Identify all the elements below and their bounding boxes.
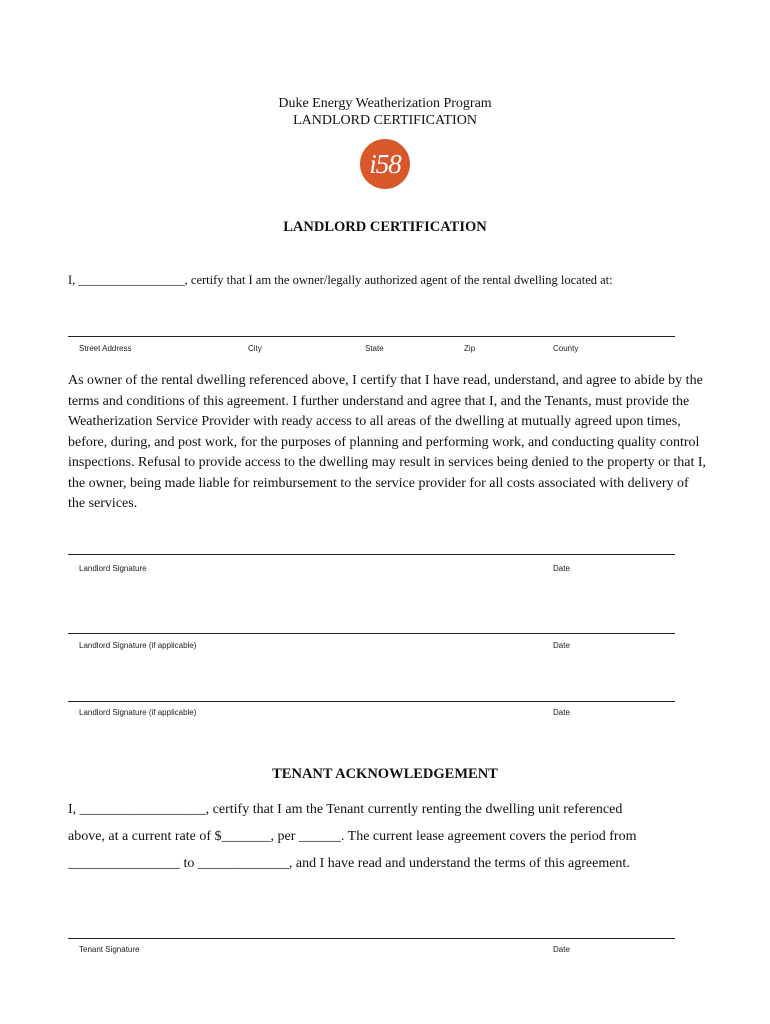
state-label: State xyxy=(365,344,384,353)
landlord-signature-line-1 xyxy=(68,554,675,555)
date-label-2: Date xyxy=(553,641,570,650)
i58-logo xyxy=(360,139,410,189)
zip-label: Zip xyxy=(464,344,476,353)
landlord-signature-line-2 xyxy=(68,633,675,634)
tenant-signature-label: Tenant Signature xyxy=(79,945,140,954)
address-line xyxy=(68,336,675,337)
terms-paragraph: As owner of the rental dwelling referenced above, I certify that I have read, understand, and agree to abide by the terms and conditions of this agreement. I further understand and agree that I, and the Tenants, must provide the Weatherization Service Provider with ready access to all areas of the dwelling at mutually agreed upon times, before, during, and post work, for the purposes of planning and performing work, and conducting quality control inspections. Refusal to provide access to the dwelling may result in services being denied to the property or that I, the owner, being made liable for reimbursement to the service provider for all costs associated with delivery of the services. xyxy=(68,373,706,511)
tenant-line-3: ________________ to _____________, and I have read and understand the terms of this agreement. xyxy=(68,856,630,871)
landlord-signature-label-3: Landlord Signature (if applicable) xyxy=(79,708,197,717)
document-subtitle: LANDLORD CERTIFICATION xyxy=(293,113,477,128)
date-label-1: Date xyxy=(553,564,570,573)
landlord-signature-line-3 xyxy=(68,701,675,702)
tenant-section-title: TENANT ACKNOWLEDGEMENT xyxy=(272,766,498,782)
tenant-signature-line xyxy=(68,938,675,939)
program-title: Duke Energy Weatherization Program xyxy=(278,96,492,111)
tenant-date-label: Date xyxy=(553,945,570,954)
date-label-3: Date xyxy=(553,708,570,717)
county-label: County xyxy=(553,344,579,353)
landlord-signature-label-2: Landlord Signature (if applicable) xyxy=(79,641,197,650)
street-address-label: Street Address xyxy=(79,344,132,353)
landlord-signature-label-1: Landlord Signature xyxy=(79,564,147,573)
city-label: City xyxy=(248,344,262,353)
tenant-line-2: above, at a current rate of $_______, per ______. The current lease agreement covers the period from xyxy=(68,829,637,844)
tenant-line-1: I, __________________, certify that I am the Tenant currently renting the dwelling unit referenced xyxy=(68,802,623,817)
landlord-section-title: LANDLORD CERTIFICATION xyxy=(283,219,487,235)
logo-text: i58 xyxy=(369,148,401,179)
landlord-certify-line: I, _________________, certify that I am the owner/legally authorized agent of the rental dwelling located at: xyxy=(68,273,613,287)
